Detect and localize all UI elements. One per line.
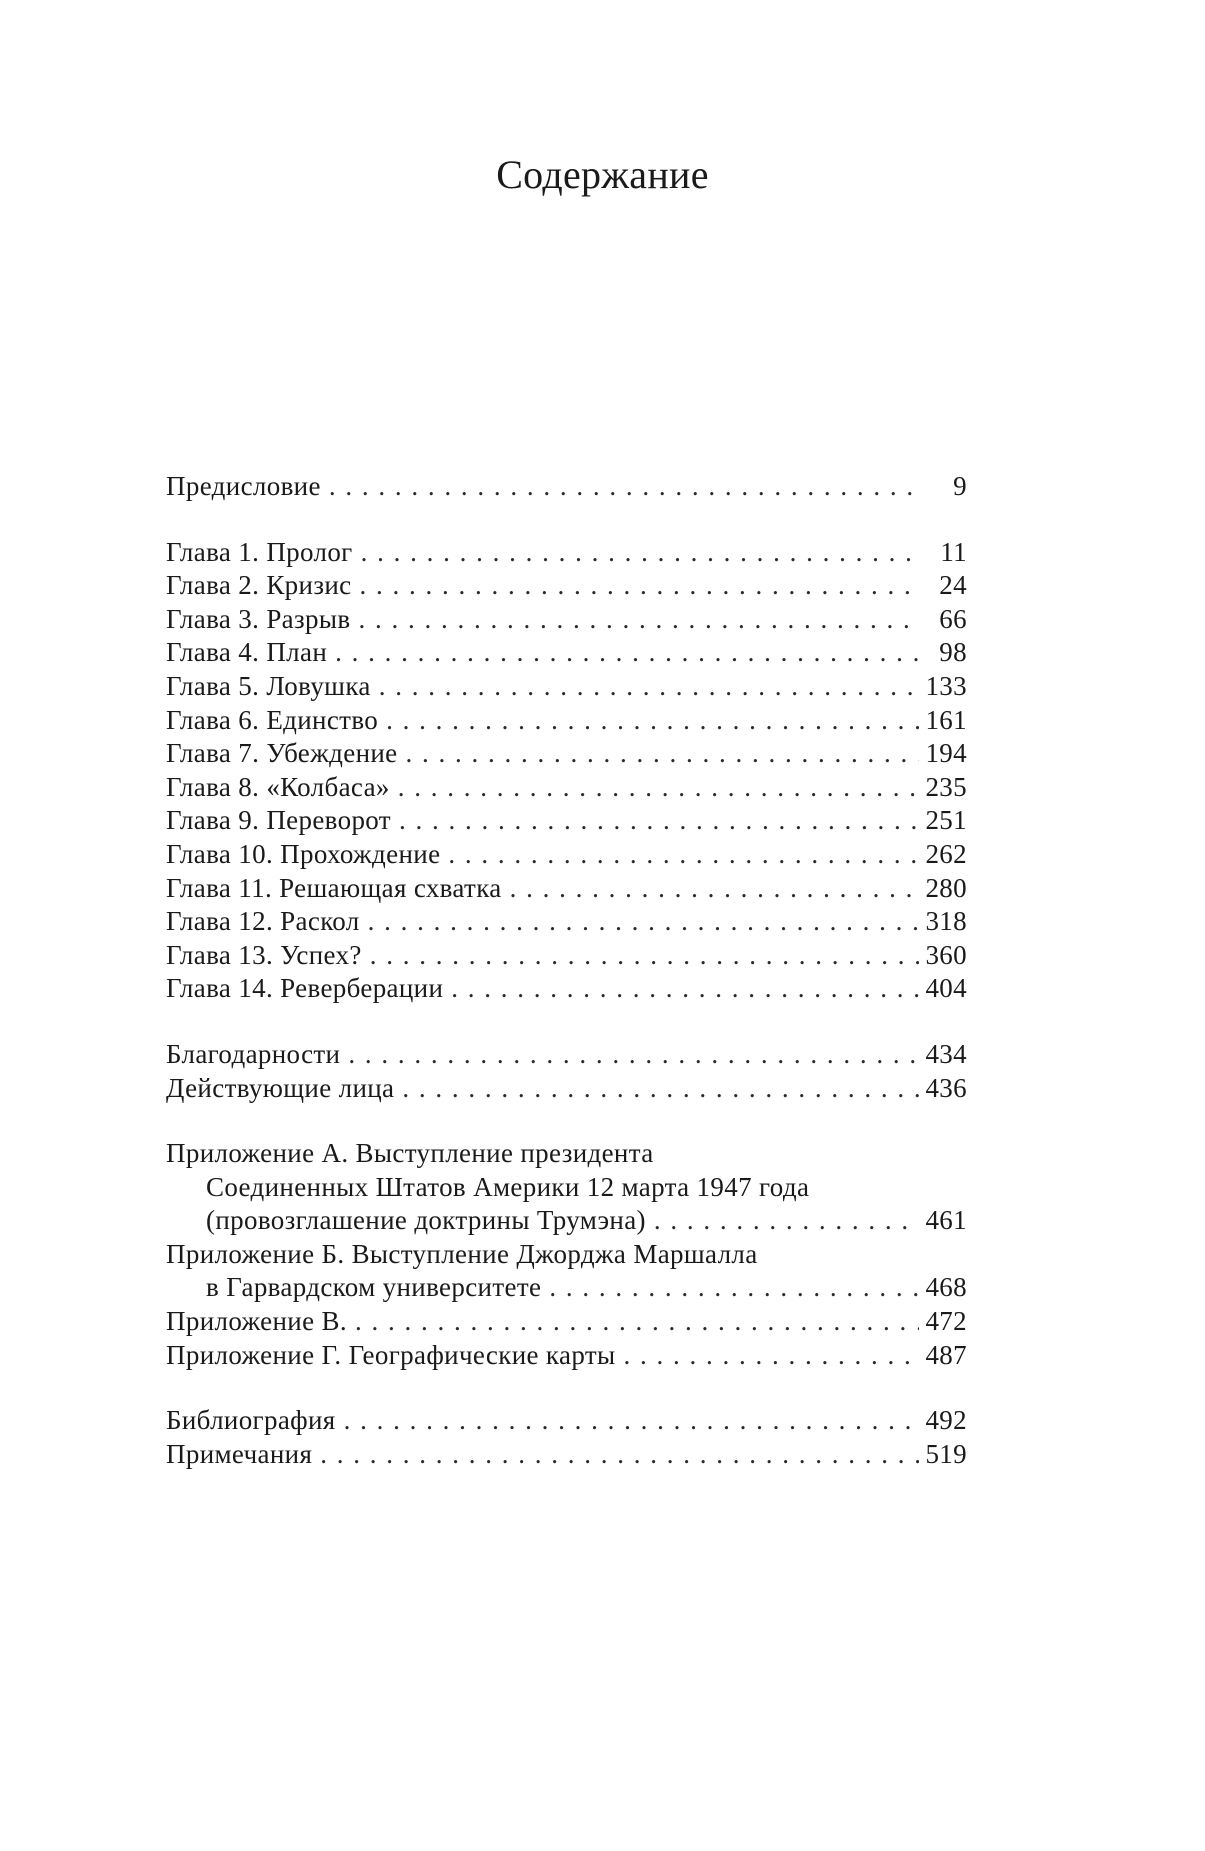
toc-entry[interactable] <box>166 1072 967 1106</box>
dot-leader <box>335 636 921 670</box>
toc-entry-label: Библиография <box>166 1405 336 1436</box>
dot-leader <box>359 569 921 603</box>
dot-leader <box>510 872 920 906</box>
toc-entry-label: Глава 2. Кризис <box>166 570 352 601</box>
toc-entry-label: Глава 13. Успех? <box>166 939 362 970</box>
toc-entry-page: 434 <box>925 1038 967 1069</box>
toc-entry[interactable] <box>166 536 967 570</box>
toc-entry-page: 436 <box>925 1072 967 1103</box>
toc-entry-label: Глава 14. Реверберации <box>166 973 444 1004</box>
toc-entry[interactable] <box>166 670 967 704</box>
dot-leader <box>379 670 920 704</box>
toc-entry-label: в Гарвардском университете <box>206 1272 542 1303</box>
toc-entry-label-line: Приложение А. Выступление президента <box>166 1138 654 1169</box>
toc-entry-label: Глава 6. Единство <box>166 704 379 735</box>
dot-leader <box>355 1305 919 1339</box>
dot-leader <box>344 1404 920 1438</box>
toc-entry-page: 487 <box>925 1339 967 1370</box>
toc-entry-page: 492 <box>925 1405 967 1436</box>
toc-entry-last-line <box>166 1204 967 1238</box>
toc-entry[interactable] <box>166 872 967 906</box>
dot-leader <box>448 838 919 872</box>
toc-entry-page: 161 <box>925 704 967 735</box>
toc-entry[interactable] <box>166 1438 967 1472</box>
toc-entry-page: 24 <box>939 570 967 601</box>
toc-entry-label: Приложение В. <box>166 1306 347 1337</box>
toc-entry-page: 235 <box>925 771 967 802</box>
page-title: Содержание <box>496 152 709 197</box>
toc-entry-page: 468 <box>925 1272 967 1303</box>
toc-entry-label: Глава 3. Разрыв <box>166 603 351 634</box>
toc-group-back-matter <box>166 1038 967 1105</box>
toc-entry-label: Глава 5. Ловушка <box>166 670 371 701</box>
toc-entry-label: Глава 7. Убеждение <box>166 738 398 769</box>
toc-entry-page: 461 <box>925 1205 967 1236</box>
toc-group-preface <box>166 470 967 504</box>
toc-entry-page: 9 <box>953 471 967 501</box>
toc-entry-page: 262 <box>925 838 967 869</box>
toc-entry-appendix-g[interactable] <box>166 1339 967 1373</box>
dot-leader <box>398 771 920 805</box>
dot-leader <box>386 704 919 738</box>
toc-entry-page: 280 <box>925 872 967 903</box>
toc-entry-page: 251 <box>925 805 967 836</box>
toc-entry[interactable] <box>166 569 967 603</box>
toc-entry-label: Глава 11. Решающая схватка <box>166 872 502 903</box>
toc-entry[interactable] <box>166 1404 967 1438</box>
toc-group-chapters <box>166 536 967 1006</box>
toc-entry-appendix-b[interactable] <box>166 1238 967 1305</box>
toc-entry[interactable] <box>166 603 967 637</box>
toc-group-references <box>166 1404 967 1471</box>
toc-entry-page: 133 <box>925 670 967 701</box>
toc-entry[interactable] <box>166 905 967 939</box>
toc-entry-page: 66 <box>939 603 967 634</box>
toc-entry-label: Предисловие <box>166 471 321 501</box>
dot-leader <box>320 1438 919 1472</box>
toc-entry[interactable] <box>166 1038 967 1072</box>
toc-entry-page: 194 <box>925 738 967 769</box>
dot-leader <box>329 470 921 504</box>
toc-entry-label: Действующие лица <box>166 1072 395 1103</box>
toc-entry-page: 519 <box>925 1438 967 1469</box>
toc-entry[interactable] <box>166 704 967 738</box>
toc-entry-page: 98 <box>939 637 967 668</box>
toc-entry[interactable] <box>166 737 967 771</box>
toc-group-appendices <box>166 1137 967 1372</box>
dot-leader <box>370 939 920 973</box>
toc-entry-label: (провозглашение доктрины Трумэна) <box>206 1205 646 1236</box>
toc-entry[interactable] <box>166 771 967 805</box>
toc-entry-page: 404 <box>925 973 967 1004</box>
dot-leader <box>399 804 920 838</box>
toc-entry-label: Глава 9. Переворот <box>166 805 391 836</box>
toc-entry-label: Глава 1. Пролог <box>166 536 353 567</box>
toc-entry-label: Приложение Г. Географические карты <box>166 1339 616 1370</box>
dot-leader <box>451 972 919 1006</box>
dot-leader <box>348 1038 919 1072</box>
toc-entry-label: Глава 4. План <box>166 637 328 668</box>
toc-entry[interactable] <box>166 470 967 504</box>
toc-entry-label: Примечания <box>166 1438 313 1469</box>
toc-entry-label-line: Приложение Б. Выступление Джорджа Маршалла <box>166 1238 758 1269</box>
dot-leader <box>623 1339 919 1373</box>
dot-leader <box>549 1271 919 1305</box>
dot-leader <box>406 737 920 771</box>
dot-leader <box>368 905 920 939</box>
toc-entry[interactable] <box>166 838 967 872</box>
dot-leader <box>402 1072 919 1106</box>
toc-entry-label: Глава 12. Раскол <box>166 906 360 937</box>
toc-entry-page: 360 <box>925 939 967 970</box>
toc-entry-page: 318 <box>925 906 967 937</box>
toc-entry[interactable] <box>166 636 967 670</box>
toc-entry-page: 11 <box>940 536 967 567</box>
toc-entry[interactable] <box>166 972 967 1006</box>
table-of-contents <box>166 470 967 1503</box>
dot-leader <box>361 536 921 570</box>
toc-entry-appendix-v[interactable] <box>166 1305 967 1339</box>
dot-leader <box>358 603 921 637</box>
toc-entry[interactable] <box>166 804 967 838</box>
toc-entry-label: Глава 8. «Колбаса» <box>166 771 390 802</box>
toc-entry-page: 472 <box>925 1306 967 1337</box>
toc-entry-label: Благодарности <box>166 1038 341 1069</box>
dot-leader <box>654 1204 920 1238</box>
toc-entry-label: Глава 10. Прохождение <box>166 838 441 869</box>
toc-entry[interactable] <box>166 939 967 973</box>
toc-entry-appendix-a[interactable] <box>166 1137 967 1238</box>
toc-entry-label-line: Соединенных Штатов Америки 12 марта 1947 года <box>206 1171 810 1202</box>
toc-entry-last-line <box>166 1271 967 1305</box>
